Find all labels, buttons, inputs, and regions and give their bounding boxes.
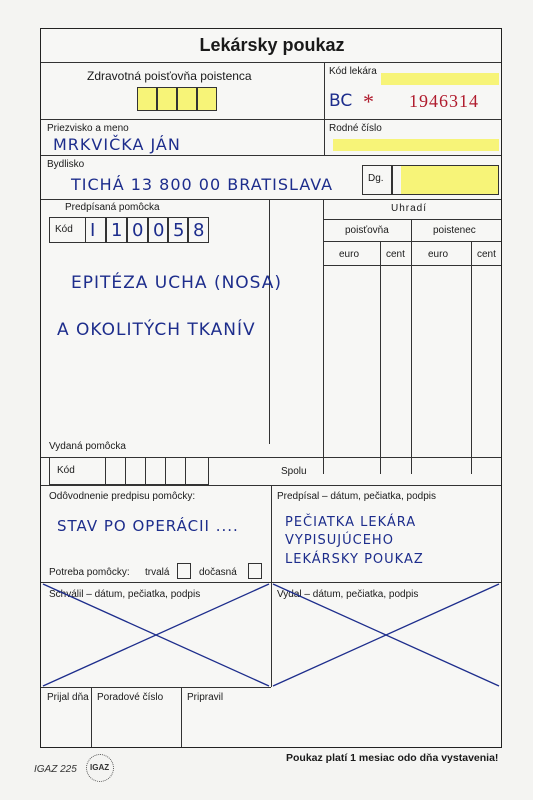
surname-label: Priezvisko a meno: [47, 123, 129, 134]
stamp-line-2: VYPISUJÚCEHO: [285, 533, 394, 548]
received-label: Prijal dňa: [47, 692, 89, 703]
divider: [471, 241, 472, 474]
justification-label: Odôvodnenie predpisu pomôcky:: [49, 491, 196, 502]
spolu-label: Spolu: [281, 466, 307, 477]
insurer-label: Zdravotná poisťovňa poistenca: [87, 69, 252, 83]
divider: [41, 119, 501, 120]
doctor-code-asterisk: *: [363, 89, 374, 114]
diagnosis-field[interactable]: [392, 165, 499, 195]
insurer-code-box[interactable]: [137, 87, 157, 111]
prepared-label: Pripravil: [187, 692, 224, 703]
code-char-box[interactable]: [168, 217, 188, 243]
stamp-line-3: LEKÁRSKY POUKAZ: [285, 552, 424, 567]
divider: [271, 485, 272, 582]
permanent-label: trvalá: [145, 567, 170, 578]
dispensed-label: Vydal – dátum, pečiatka, podpis: [277, 589, 419, 600]
birth-number-label: Rodné číslo: [329, 123, 382, 134]
insurer-code-box[interactable]: [157, 87, 177, 111]
birth-number-highlight: [333, 139, 499, 151]
code-char: I: [90, 220, 97, 241]
validity-note: Poukaz platí 1 mesiac odo dňa vystavenia!: [286, 752, 499, 764]
cent-label-insurer: cent: [386, 249, 405, 260]
logo-icon: [86, 754, 114, 782]
divider: [91, 687, 92, 747]
approved-label: Schválil – dátum, pečiatka, podpis: [49, 589, 201, 600]
doctor-code-highlight: [381, 73, 499, 85]
insurer-column: poisťovňa: [345, 225, 389, 236]
divider: [269, 199, 270, 444]
prescribed-label: Predpísaná pomôcka: [65, 202, 160, 213]
address-value[interactable]: TICHÁ 13 800 00 BRATISLAVA: [71, 175, 334, 194]
divider: [41, 62, 501, 63]
code-char: 0: [132, 220, 145, 241]
divider: [323, 241, 501, 242]
code-char: 1: [111, 220, 124, 241]
prescription-form: [40, 28, 502, 748]
code-char-box[interactable]: [127, 217, 148, 243]
dg-label: Dg.: [368, 173, 384, 184]
stamp-line-1: PEČIATKA LEKÁRA: [285, 515, 417, 530]
code-char: 0: [153, 220, 166, 241]
order-number-label: Poradové číslo: [97, 692, 164, 703]
code-char-box[interactable]: [85, 217, 106, 243]
divider: [41, 687, 271, 688]
surname-value[interactable]: MRKVIČKA JÁN: [53, 135, 181, 154]
divider: [125, 457, 126, 485]
temporary-label: dočasná: [199, 567, 237, 578]
divider: [185, 457, 186, 485]
form-id: IGAZ 225: [34, 764, 77, 775]
cent-label-insured: cent: [477, 249, 496, 260]
need-label: Potreba pomôcky:: [49, 567, 130, 578]
divider: [165, 457, 166, 485]
cross-out-marks: [41, 582, 501, 687]
divider: [41, 199, 501, 200]
divider: [41, 155, 501, 156]
justification-value[interactable]: STAV PO OPERÁCII ....: [57, 517, 239, 535]
permanent-checkbox[interactable]: [177, 563, 191, 579]
euro-label-insurer: euro: [339, 249, 360, 260]
code-char-box[interactable]: [148, 217, 168, 243]
divider: [105, 457, 106, 485]
doctor-code-number: 1946314: [409, 91, 479, 111]
divider: [181, 687, 182, 747]
code-label: Kód: [55, 224, 73, 235]
insurer-code-box[interactable]: [177, 87, 197, 111]
insurer-code-box[interactable]: [197, 87, 217, 111]
uhradi-label: Uhradí: [391, 203, 428, 214]
item-line-1[interactable]: EPITÉZA UCHA (NOSA): [71, 273, 283, 293]
temporary-checkbox[interactable]: [248, 563, 262, 579]
code-char: 5: [173, 220, 186, 241]
code-char: 8: [193, 220, 206, 241]
divider: [323, 219, 501, 220]
code-char-box[interactable]: [106, 217, 127, 243]
issued-label: Vydaná pomôcka: [49, 441, 126, 452]
doctor-code-label: Kód lekára: [329, 66, 377, 77]
logo-text: IGAZ: [90, 763, 110, 772]
doctor-code-prefix: BC: [329, 91, 353, 111]
divider: [324, 119, 325, 155]
divider: [324, 62, 325, 119]
issued-code-label: Kód: [57, 465, 75, 476]
divider: [145, 457, 146, 485]
euro-label-insured: euro: [428, 249, 449, 260]
divider: [411, 219, 412, 474]
divider: [380, 241, 381, 474]
insured-column: poistenec: [433, 225, 476, 236]
item-line-2[interactable]: A OKOLITÝCH TKANÍV: [57, 320, 256, 340]
address-label: Bydlisko: [47, 159, 85, 170]
form-title: Lekársky poukaz: [199, 35, 345, 55]
code-char-box[interactable]: [188, 217, 209, 243]
prescribed-by-label: Predpísal – dátum, pečiatka, podpis: [277, 491, 436, 502]
divider: [323, 265, 501, 266]
